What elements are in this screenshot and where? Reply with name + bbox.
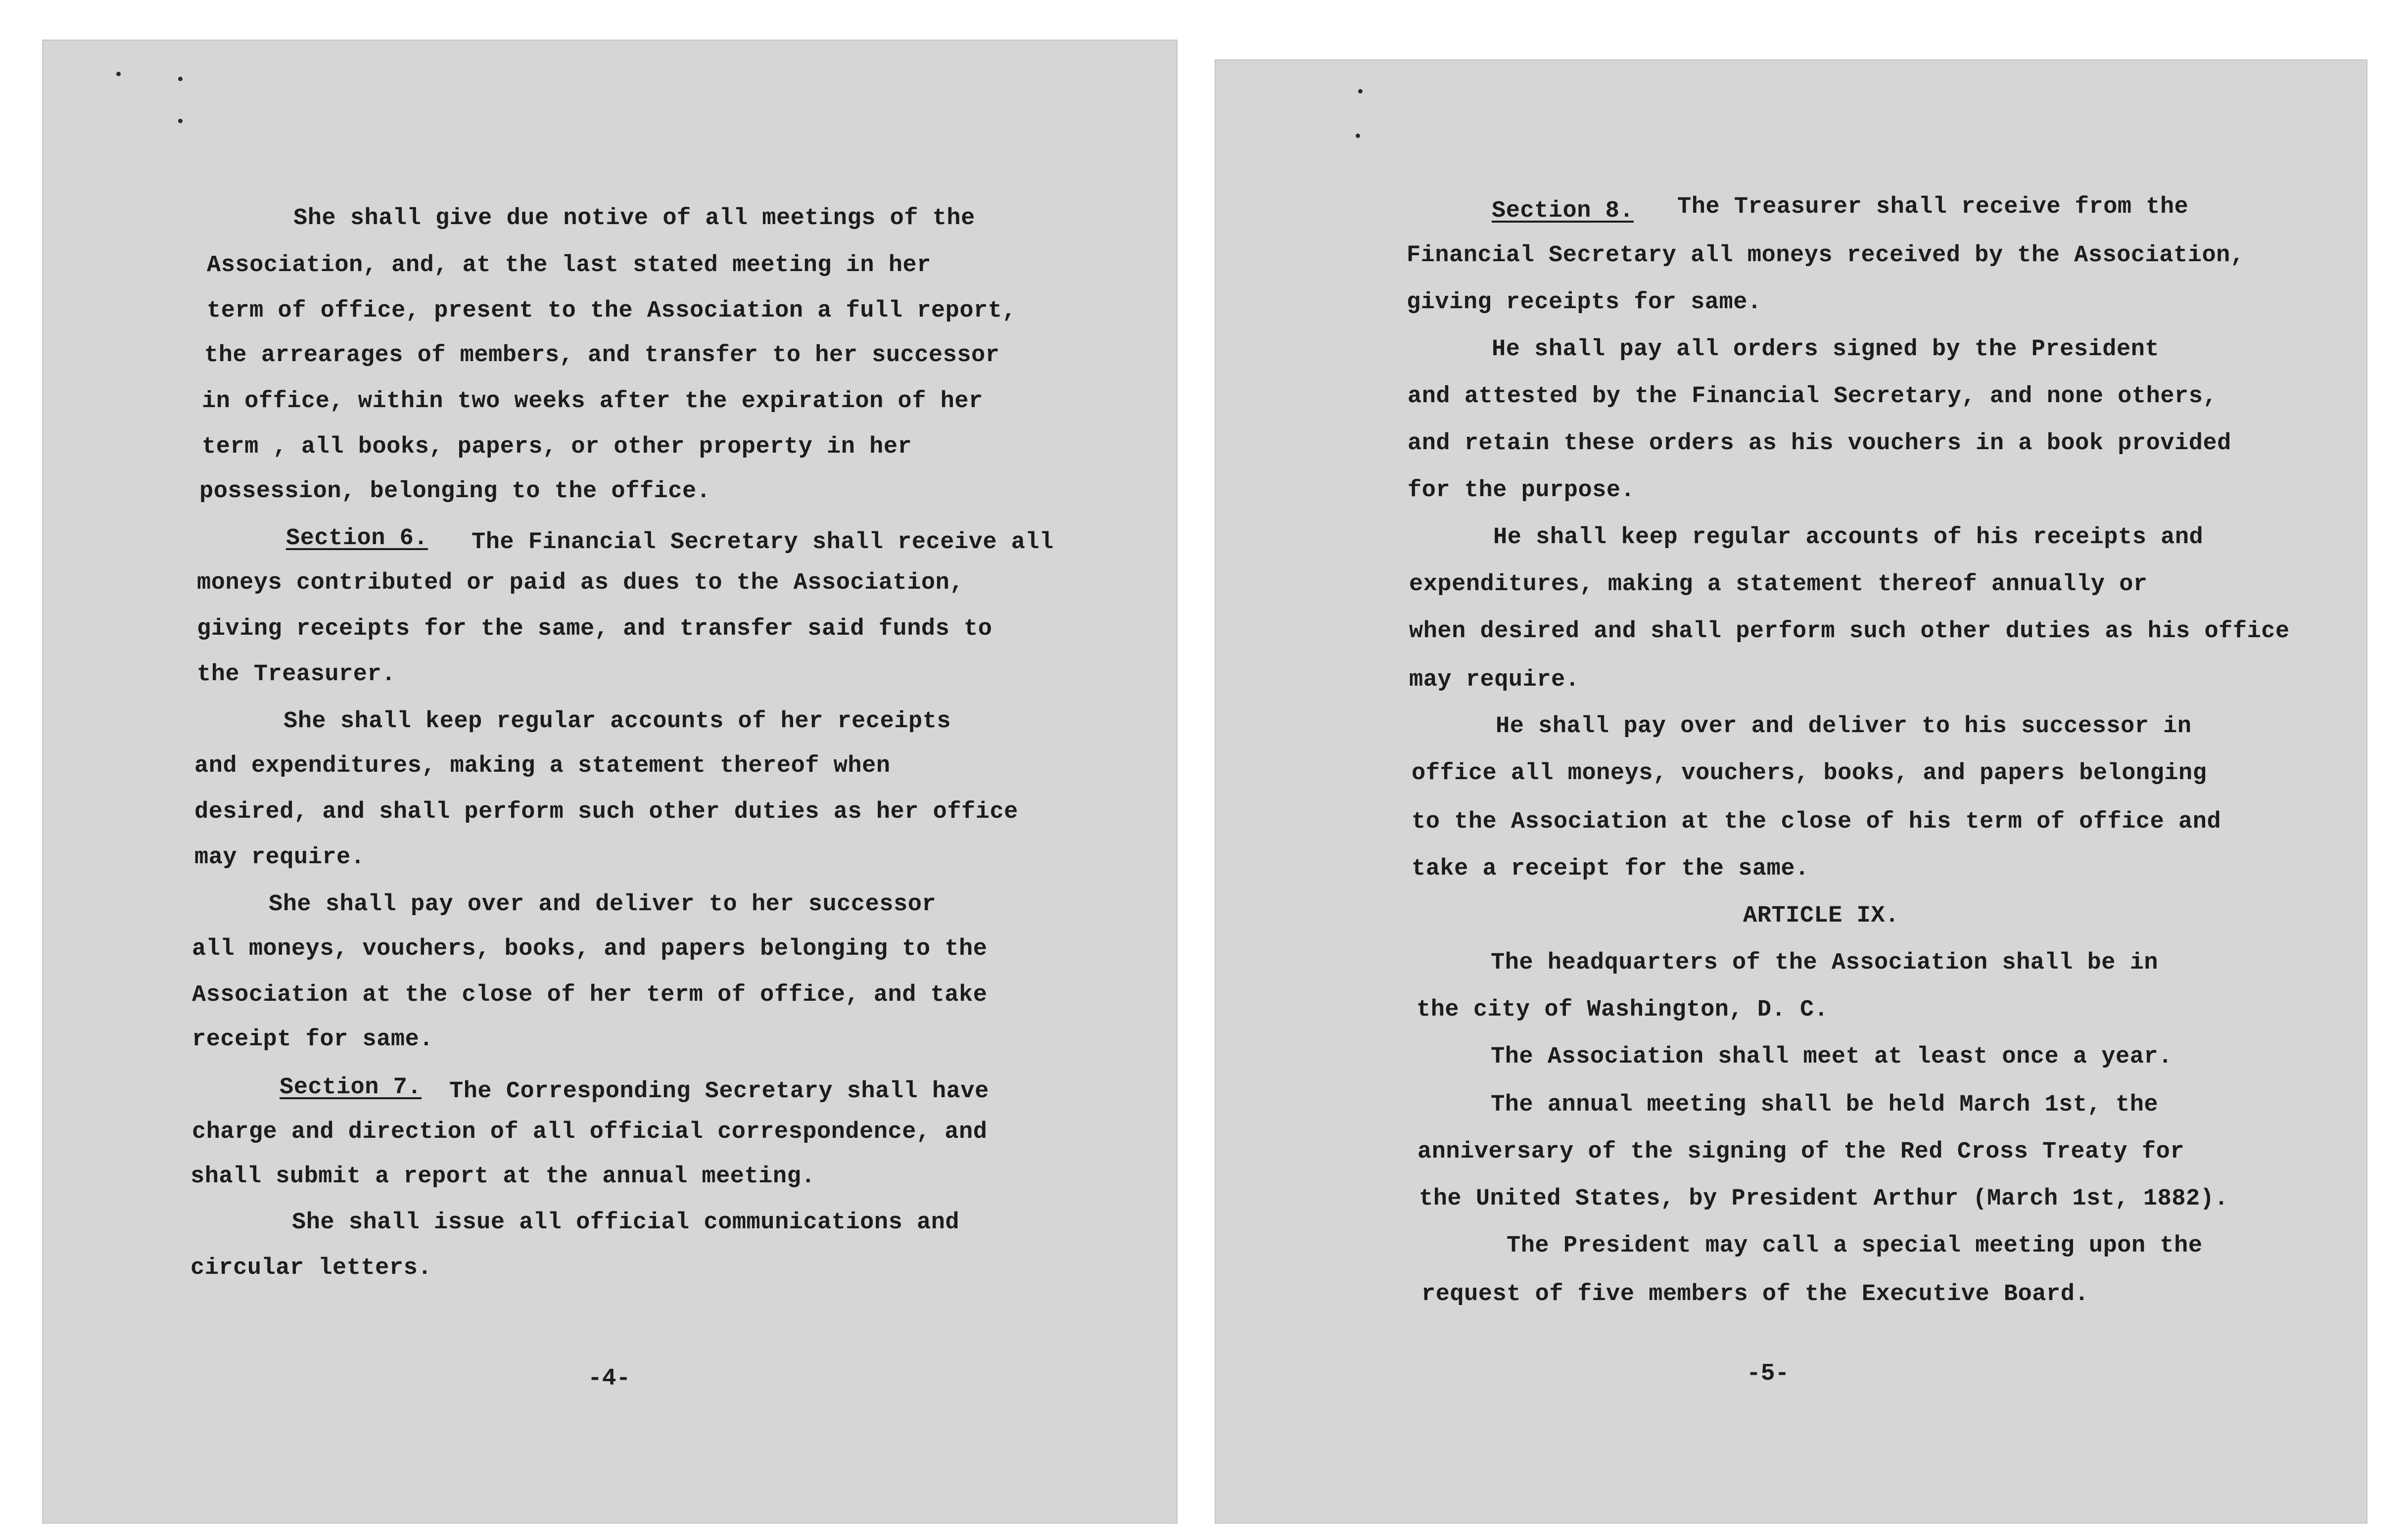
text-line: She shall pay over and deliver to her successor [269, 891, 937, 918]
text-line: and retain these orders as his vouchers in a book provided [1408, 430, 2231, 457]
text-line: giving receipts for the same, and transfer said funds to [197, 616, 992, 642]
text-line: the United States, by President Arthur (March 1st, 1882). [1419, 1186, 2229, 1212]
section-heading: Section 8. [1492, 198, 1634, 224]
text-line: The Association shall meet at least once a year. [1491, 1044, 2172, 1070]
text-line: giving receipts for same. [1407, 289, 1762, 316]
paper-speck [1356, 134, 1360, 138]
text-line: when desired and shall perform such other duties as his office [1409, 618, 2290, 645]
page-number: -5- [1747, 1360, 1790, 1387]
text-line: charge and direction of all official correspondence, and [192, 1119, 988, 1145]
text-line: possession, belonging to the office. [199, 478, 711, 505]
text-line: Association, and, at the last stated meeting in her [207, 252, 931, 279]
paper-speck [116, 72, 121, 76]
text-line: may require. [1409, 667, 1580, 693]
text-line: the city of Washington, D. C. [1416, 997, 1829, 1023]
text-line: He shall pay all orders signed by the President [1492, 336, 2160, 363]
text-line: She shall keep regular accounts of her receipts [283, 708, 951, 735]
text-line: may require. [194, 844, 365, 871]
section-heading: Section 7. [280, 1074, 422, 1101]
text-line: The Financial Secretary shall receive all [472, 529, 1054, 556]
text-line: desired, and shall perform such other duties as her office [194, 799, 1018, 825]
page-number: -4- [588, 1365, 631, 1392]
article-heading: ARTICLE IX. [1743, 903, 1899, 929]
text-line: for the purpose. [1408, 477, 1635, 504]
text-line: term of office, present to the Association a full report, [207, 298, 1017, 324]
text-line: to the Association at the close of his term of office and [1412, 809, 2221, 835]
text-line: all moneys, vouchers, books, and papers belonging to the [192, 936, 988, 962]
text-line: Association at the close of her term of office, and take [192, 982, 988, 1008]
text-line: He shall keep regular accounts of his receipts and [1493, 524, 2204, 551]
text-line: in office, within two weeks after the expiration of her [202, 388, 983, 415]
text-line: He shall pay over and deliver to his successor in [1496, 713, 2192, 740]
paper-speck [1358, 89, 1363, 93]
text-line: term , all books, papers, or other property in her [202, 434, 912, 460]
text-line: anniversary of the signing of the Red Cross Treaty for [1417, 1139, 2185, 1165]
text-line: The President may call a special meeting upon the [1507, 1233, 2203, 1259]
text-line: The Treasurer shall receive from the [1677, 194, 2189, 220]
text-line: shall submit a report at the annual meeting. [190, 1164, 816, 1190]
text-line: The headquarters of the Association shall be in [1491, 950, 2159, 976]
text-line: the arrearages of members, and transfer to her successor [204, 342, 1000, 369]
text-line: The annual meeting shall be held March 1st, the [1491, 1092, 2159, 1118]
right-page [1215, 59, 2367, 1524]
text-line: She shall issue all official communications and [292, 1210, 960, 1236]
text-line: and attested by the Financial Secretary, and none others, [1408, 383, 2218, 410]
text-line: Financial Secretary all moneys received by the Association, [1407, 242, 2245, 269]
text-line: circular letters. [190, 1255, 432, 1281]
section-heading: Section 6. [286, 525, 428, 552]
text-line: moneys contributed or paid as dues to the Association, [197, 570, 964, 596]
text-line: The Corresponding Secretary shall have [449, 1078, 989, 1105]
text-line: and expenditures, making a statement thereof when [194, 753, 891, 779]
text-line: She shall give due notive of all meetings of the [293, 205, 975, 232]
text-line: take a receipt for the same. [1412, 856, 1809, 882]
paper-speck [178, 77, 183, 81]
text-line: expenditures, making a statement thereof annually or [1409, 571, 2148, 598]
text-line: request of five members of the Executive Board. [1421, 1281, 2089, 1307]
text-line: office all moneys, vouchers, books, and papers belonging [1412, 760, 2207, 787]
left-page [42, 40, 1178, 1524]
text-line: the Treasurer. [197, 661, 396, 688]
paper-speck [178, 119, 183, 123]
text-line: receipt for same. [192, 1026, 433, 1053]
